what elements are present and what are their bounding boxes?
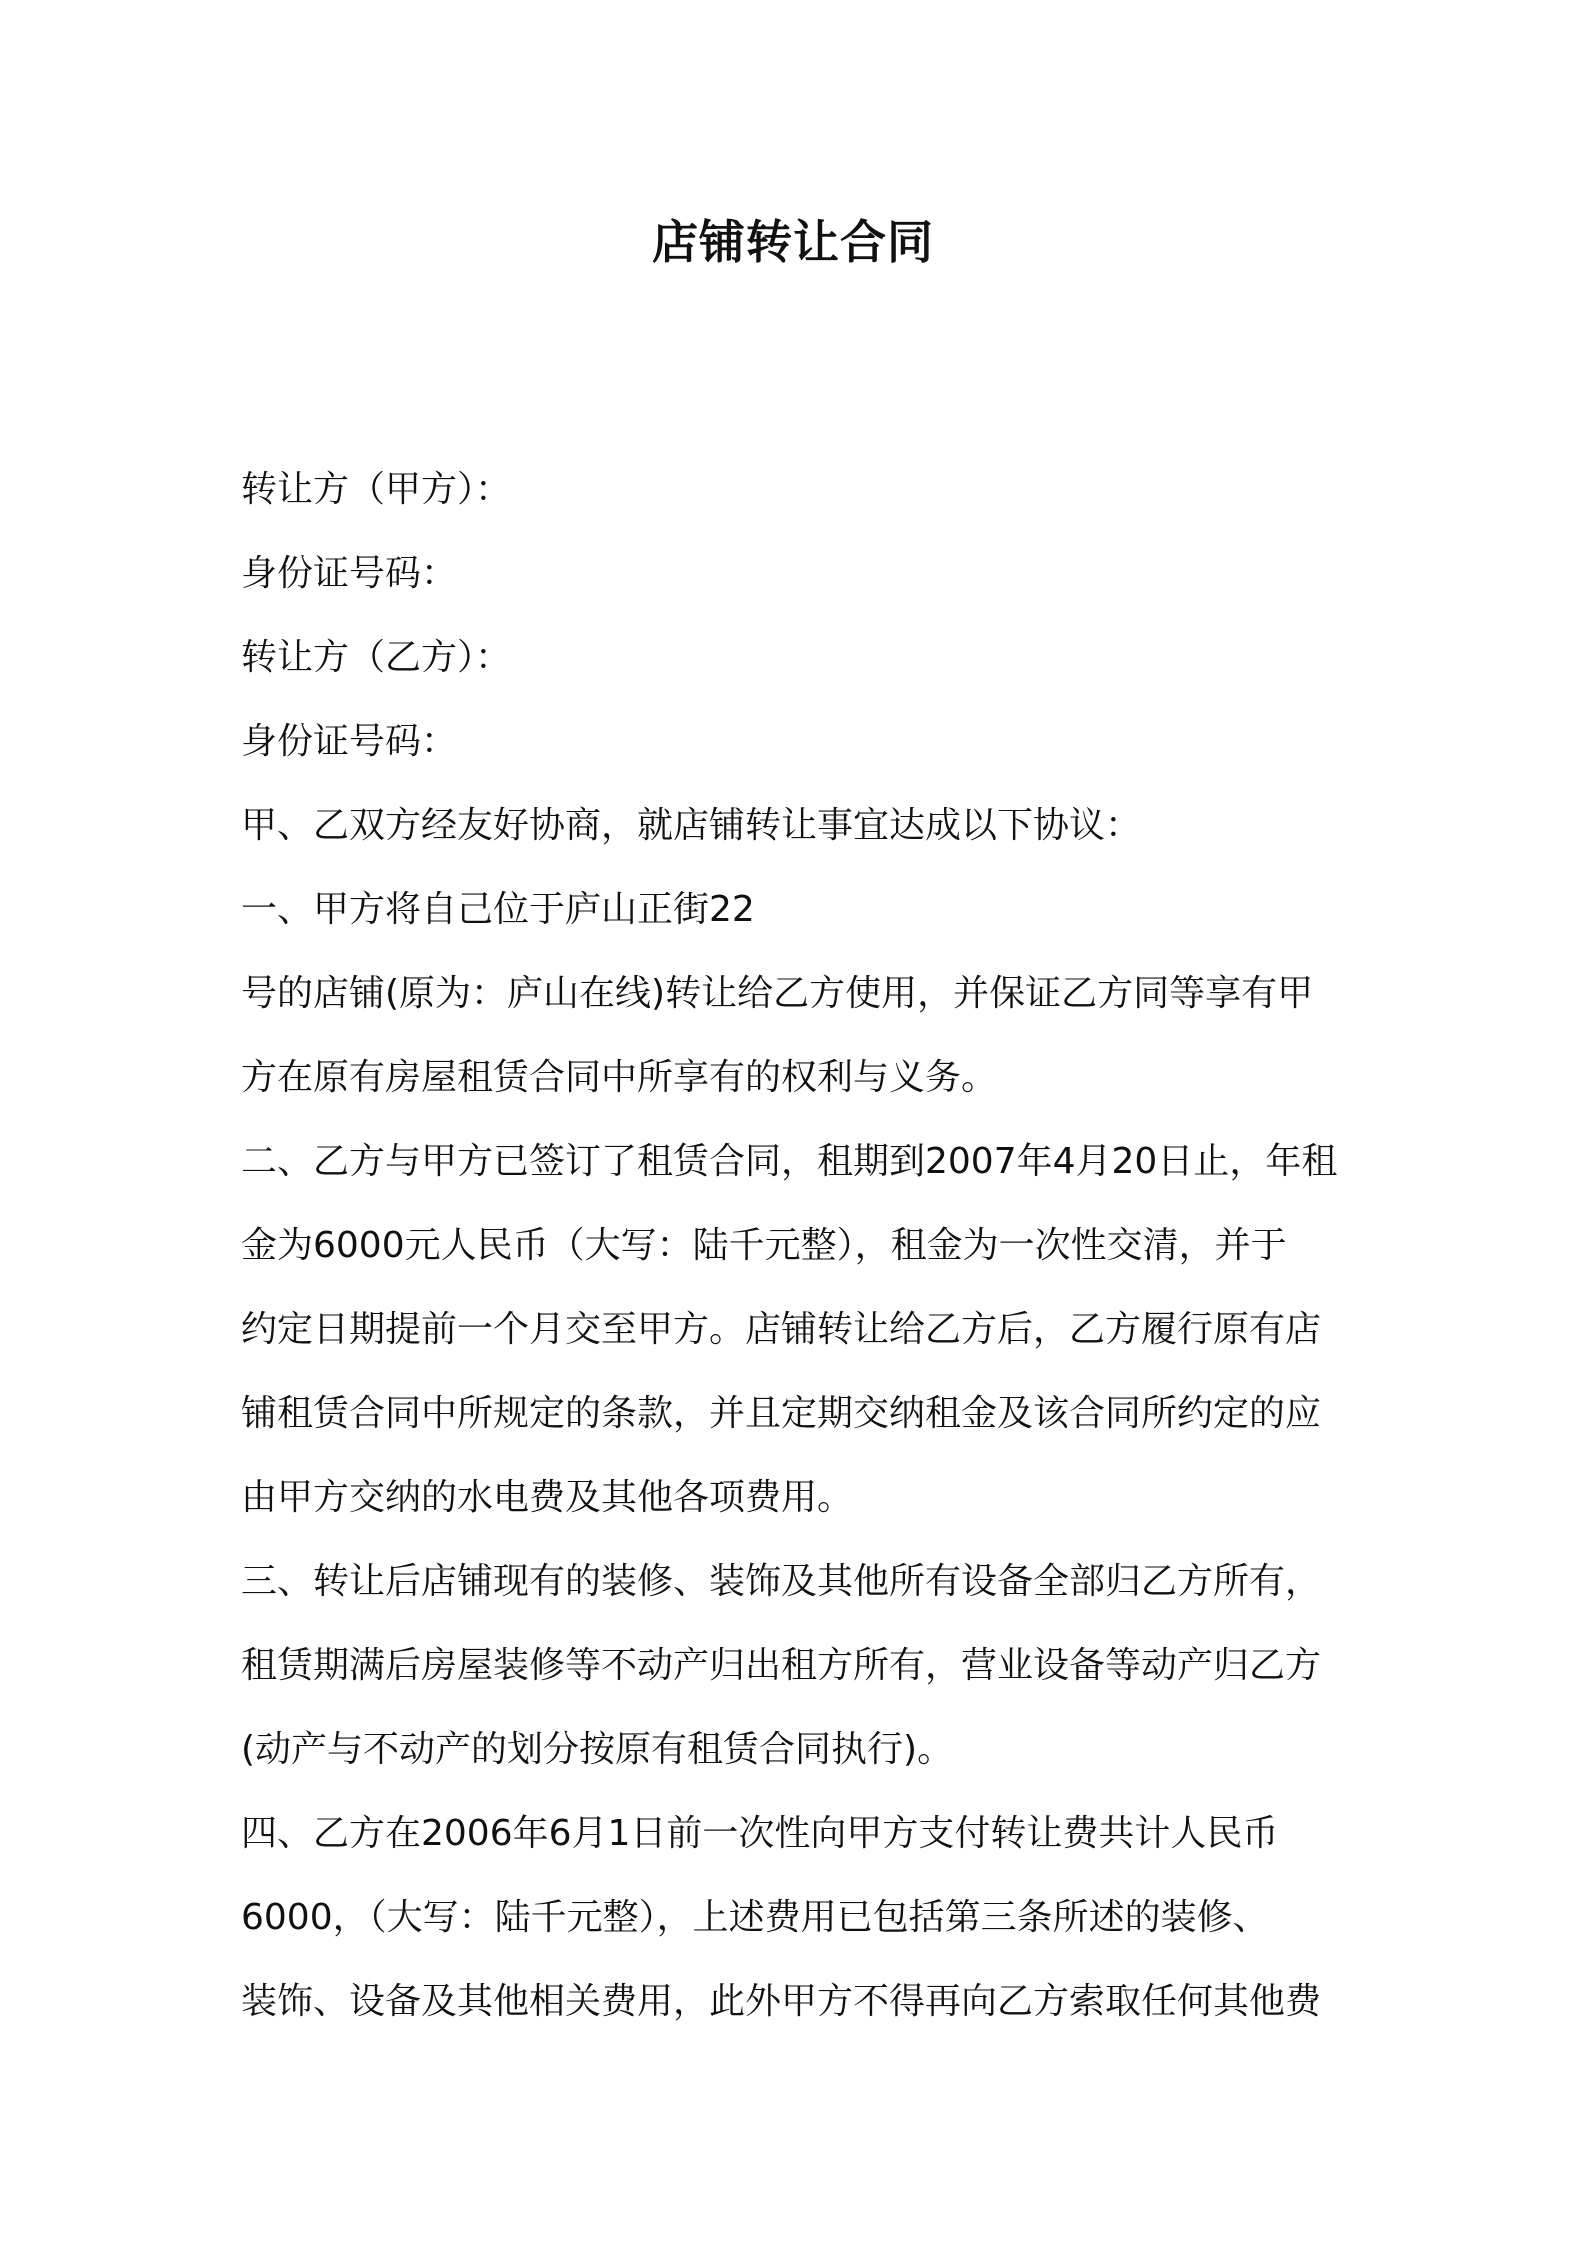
clause-2-line-4: 铺租赁合同中所规定的条款，并且定期交纳租金及该合同所约定的应 [241,1393,1322,1434]
party-a-line: 转让方（甲方）： [241,469,512,510]
clause-1-line-3: 方在原有房屋租赁合同中所享有的权利与义务。 [241,1057,998,1098]
clause-3-line-2: 租赁期满后房屋装修等不动产归出租方所有，营业设备等动产归乙方 [241,1645,1322,1686]
clause-1-line-2: 号的店铺(原为：庐山在线)转让给乙方使用，并保证乙方同等享有甲 [241,973,1314,1014]
clause-2-line-5: 由甲方交纳的水电费及其他各项费用。 [241,1477,854,1518]
party-b-id-line: 身份证号码： [241,721,458,762]
clause-4-line-1: 四、乙方在2006年6月1日前一次性向甲方支付转让费共计人民币 [241,1813,1279,1854]
clause-2-line-3: 约定日期提前一个月交至甲方。店铺转让给乙方后，乙方履行原有店 [241,1309,1322,1350]
agreement-intro-line: 甲、乙双方经友好协商，就店铺转让事宜达成以下协议： [241,805,1142,846]
party-b-line: 转让方（乙方）： [241,637,512,678]
document-title: 店铺转让合同 [652,215,934,269]
clause-2-line-2: 金为6000元人民币（大写：陆千元整），租金为一次性交清，并于 [241,1225,1287,1266]
clause-4-line-3: 装饰、设备及其他相关费用，此外甲方不得再向乙方索取任何其他费 [241,1981,1322,2022]
clause-1-line-1: 一、甲方将自己位于庐山正街22 [241,889,755,930]
clause-2-line-1: 二、乙方与甲方已签订了租赁合同，租期到2007年4月20日止，年租 [241,1141,1338,1182]
clause-4-line-2: 6000，（大写：陆千元整），上述费用已包括第三条所述的装修、 [241,1897,1269,1938]
clause-3-line-1: 三、转让后店铺现有的装修、装饰及其他所有设备全部归乙方所有， [241,1561,1322,1602]
clause-3-line-3: (动产与不动产的划分按原有租赁合同执行)。 [241,1729,954,1770]
party-a-id-line: 身份证号码： [241,553,458,594]
document-body [241,448,1361,2044]
